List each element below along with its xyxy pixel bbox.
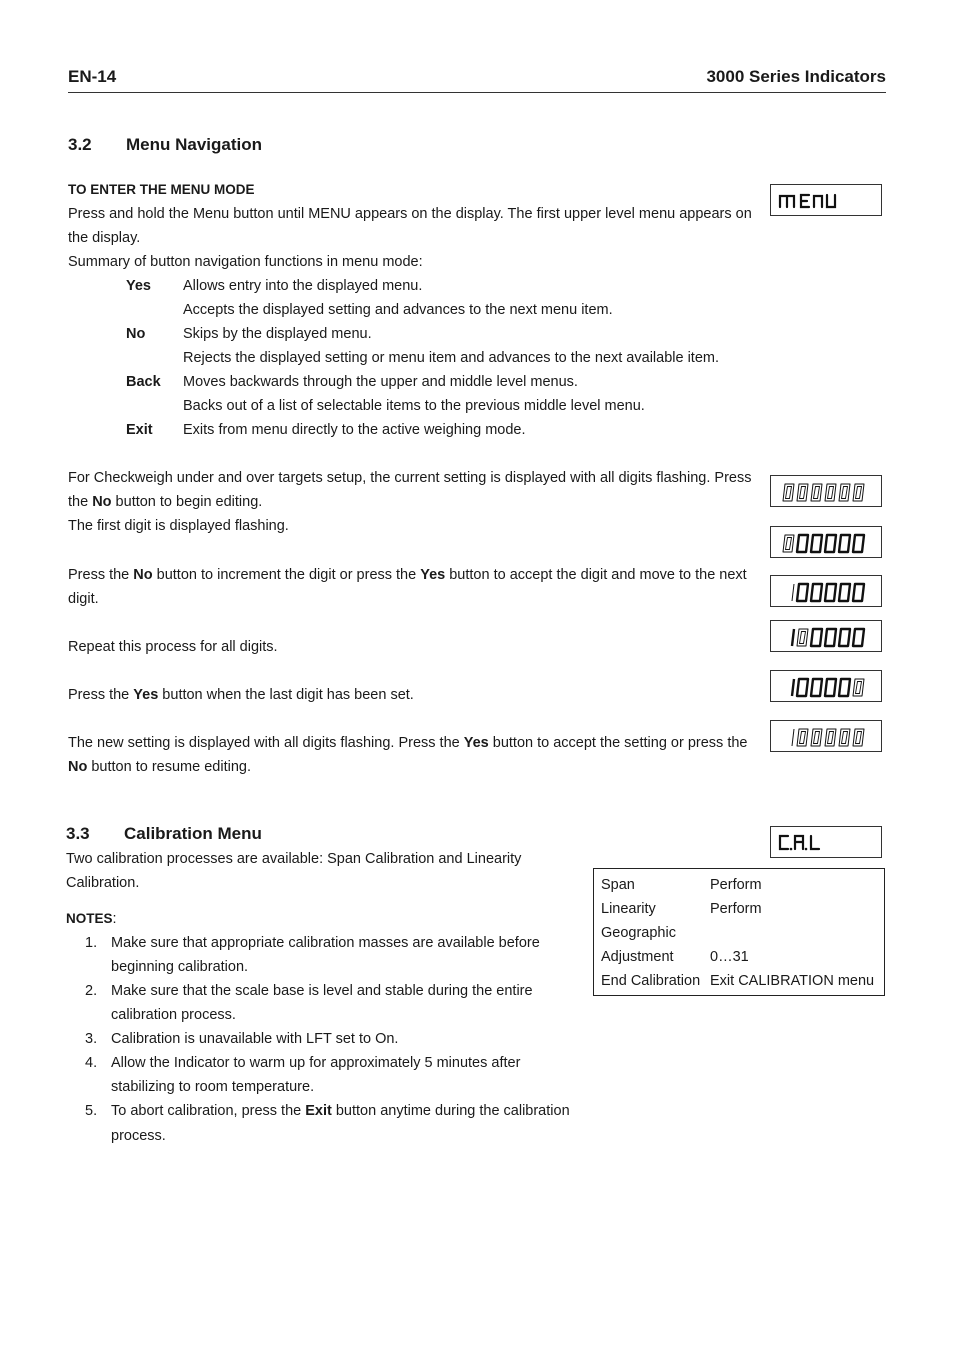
increment-line-1: Press the No button to increment the digit or press the Yes button to accept the digit and move to the next <box>68 567 747 583</box>
section-3-2-title: Menu Navigation <box>126 135 263 154</box>
checkweigh-line-1: For Checkweigh under and over targets setup, the current setting is displayed with all digits flashing. Press <box>68 470 752 486</box>
table-row-geographic-item: Geographic <box>601 925 676 941</box>
cal-intro-line-1: Two calibration processes are available: Span Calibration and Linearity <box>66 851 522 867</box>
exit-desc-1: Exits from menu directly to the active weighing mode. <box>183 422 526 438</box>
back-desc-2: Backs out of a list of selectable items to the previous middle level menu. <box>183 398 645 414</box>
accept-line-2: No button to resume editing. <box>68 759 251 775</box>
lcd-digit <box>811 629 822 646</box>
table-row-span-item: Span <box>601 877 635 893</box>
no-desc-1: Skips by the displayed menu. <box>183 326 372 342</box>
note-1-number: 1. <box>85 935 98 951</box>
table-row-span-value: Perform <box>710 877 762 893</box>
lcd-digit <box>839 629 850 646</box>
cal-intro-line-2: Calibration. <box>66 875 140 891</box>
lcd-digit <box>853 679 864 696</box>
lcd-step-5 <box>770 670 882 702</box>
table-row-adjustment-item: Adjustment <box>601 949 674 965</box>
note-3-number: 3. <box>85 1031 98 1047</box>
intro-line-1: Press and hold the Menu button until MENU appears on the display. The first upper level menu appears on <box>68 206 752 222</box>
lcd-digit <box>792 629 794 646</box>
lcd-digit <box>839 729 850 746</box>
lcd-digit <box>853 584 864 601</box>
lcd-digit <box>811 729 822 746</box>
lcd-digit <box>811 679 822 696</box>
notes-label: NOTES: <box>66 911 117 927</box>
lcd-cal-glyphs <box>771 827 883 859</box>
back-desc-1: Moves backwards through the upper and middle level menus. <box>183 374 578 390</box>
table-row-end-item: End Calibration <box>601 973 701 989</box>
lcd-digit <box>839 484 850 501</box>
lcd-digit <box>792 729 794 746</box>
lcd-digit <box>797 535 808 552</box>
lcd-digit <box>825 535 836 552</box>
section-3-3-title: Calibration Menu <box>124 824 262 843</box>
note-2-line-1: Make sure that the scale base is level and stable during the entire <box>111 983 533 999</box>
lcd-digit <box>853 729 864 746</box>
note-1-line-1: Make sure that appropriate calibration masses are available before <box>111 935 540 951</box>
lcd-digit <box>797 629 808 646</box>
lcd-menu-glyphs <box>771 185 883 217</box>
lcd-digit <box>783 535 794 552</box>
lcd-digit <box>825 629 836 646</box>
yes-desc-2: Accepts the displayed setting and advances to the next menu item. <box>183 302 613 318</box>
lcd-digit <box>825 484 836 501</box>
repeat-line: Repeat this process for all digits. <box>68 639 278 655</box>
note-4-line-1: Allow the Indicator to warm up for approximately 5 minutes after <box>111 1055 521 1071</box>
lcd-digit <box>797 679 808 696</box>
header-rule <box>68 92 886 93</box>
yes-desc-1: Allows entry into the displayed menu. <box>183 278 423 294</box>
note-2-line-2: calibration process. <box>111 1007 236 1023</box>
lcd-digit <box>853 629 864 646</box>
lcd-digit <box>825 729 836 746</box>
table-row-adjustment-value: 0…31 <box>710 949 749 965</box>
lcd-step-6 <box>770 720 882 752</box>
last-digit-line: Press the Yes button when the last digit has been set. <box>68 687 414 703</box>
term-exit: Exit <box>126 422 153 438</box>
note-2-number: 2. <box>85 983 98 999</box>
lcd-menu-display <box>770 184 882 216</box>
lcd-digit <box>839 679 850 696</box>
note-5-line-2: process. <box>111 1128 166 1144</box>
lcd-digit <box>811 484 822 501</box>
lcd-digit <box>792 584 794 601</box>
note-4-line-2: stabilizing to room temperature. <box>111 1079 315 1095</box>
calibration-menu-table <box>593 868 885 996</box>
lcd-digit <box>839 584 850 601</box>
page-number: EN-14 <box>68 67 117 86</box>
summary-line: Summary of button navigation functions in menu mode: <box>68 254 423 270</box>
note-3-line-1: Calibration is unavailable with LFT set to On. <box>111 1031 399 1047</box>
increment-line-2: digit. <box>68 591 99 607</box>
note-4-number: 4. <box>85 1055 98 1071</box>
lcd-digit <box>825 584 836 601</box>
table-row-linearity-value: Perform <box>710 901 762 917</box>
lcd-digit <box>797 484 808 501</box>
checkweigh-line-2: the No button to begin editing. <box>68 494 263 510</box>
lcd-digit <box>825 679 836 696</box>
intro-line-2: the display. <box>68 230 141 246</box>
table-row-end-value: Exit CALIBRATION menu <box>710 973 875 989</box>
section-3-3-number: 3.3 <box>66 824 90 843</box>
term-no: No <box>126 326 146 342</box>
checkweigh-line-3: The first digit is displayed flashing. <box>68 518 289 534</box>
no-desc-2: Rejects the displayed setting or menu item and advances to the next available item. <box>183 350 719 366</box>
lcd-digit <box>783 484 794 501</box>
lcd-digit <box>853 484 864 501</box>
lcd-step-3 <box>770 575 882 607</box>
term-back: Back <box>126 374 161 390</box>
lcd-step-2 <box>770 526 882 558</box>
lcd-digit <box>839 535 850 552</box>
lcd-digit <box>811 584 822 601</box>
lcd-digit <box>797 584 808 601</box>
term-yes: Yes <box>126 278 151 294</box>
section-3-2-number: 3.2 <box>68 135 92 154</box>
note-5-line-1: To abort calibration, press the Exit button anytime during the calibration <box>111 1103 570 1119</box>
lcd-digit <box>811 535 822 552</box>
lcd-step-1 <box>770 475 882 507</box>
table-row-linearity-item: Linearity <box>601 901 656 917</box>
lcd-cal-display <box>770 826 882 858</box>
accept-line-1: The new setting is displayed with all digits flashing. Press the Yes button to accept the setting or press the <box>68 735 748 751</box>
lcd-digit <box>853 535 864 552</box>
lcd-step-4 <box>770 620 882 652</box>
lcd-digit <box>792 679 794 696</box>
note-5-number: 5. <box>85 1103 98 1119</box>
subheading-enter-menu: TO ENTER THE MENU MODE <box>68 182 255 197</box>
lcd-digit <box>797 729 808 746</box>
document-title: 3000 Series Indicators <box>706 67 886 86</box>
note-1-line-2: beginning calibration. <box>111 959 249 975</box>
